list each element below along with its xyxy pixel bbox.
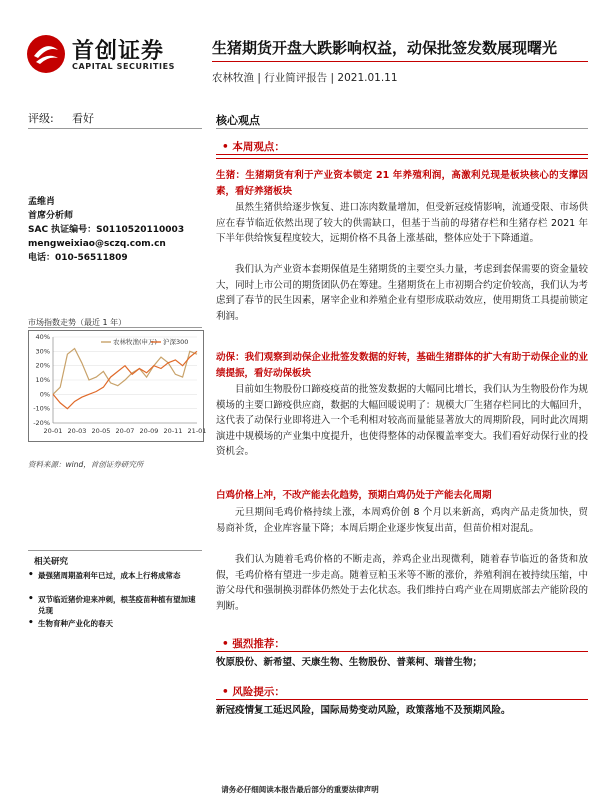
chart-y-tick-label: 20%	[35, 361, 50, 370]
chart-y-tick-label: -10%	[33, 404, 50, 413]
logo-english-text: CAPITAL SECURITIES	[72, 62, 176, 71]
related-item[interactable]	[28, 618, 200, 629]
analyst-sac: SAC 执证编号：S0110520110003	[28, 225, 185, 235]
bullet-icon: •	[28, 594, 34, 604]
related-item[interactable]	[28, 570, 200, 581]
broiler-summary: 白鸡价格上冲，不改产能去化趋势，预期白鸡仍处于产能去化周期	[216, 490, 492, 501]
chart-x-tick-label: 20-01	[43, 427, 63, 435]
logo-chinese-text: 首创证券	[72, 39, 165, 64]
related-item-text: 最强猪周期盈利年已过，成本上行将成常态	[38, 571, 181, 580]
recommended-stocks: 牧原股份、新希望、天康生物、生物股份、普莱柯、瑞普生物；	[216, 657, 483, 668]
strong-buy-heading: • 强烈推荐：	[222, 638, 285, 650]
core-divider	[216, 128, 588, 129]
chart-x-tick-label: 20-07	[115, 427, 135, 435]
related-item[interactable]	[28, 594, 200, 616]
rating-label: 评级:	[28, 112, 54, 125]
red-bullet-icon: •	[222, 638, 229, 650]
chart-x-tick-label: 20-11	[163, 427, 183, 435]
section-this-week-heading: • 本周观点：	[222, 141, 285, 153]
chart-x-tick-label: 20-05	[91, 427, 111, 435]
chart-legend-label: 沪深300	[163, 338, 189, 346]
related-divider	[28, 550, 202, 551]
animal-health-summary: 动保：我们观察到动保企业批签发数据的好转，基础生猪群体的扩大有助于动保企业的业绩提振，看好动保板块	[216, 352, 588, 379]
hog-summary: 生猪：生猪期货有利于产业资本锁定 21 年养殖利润，高激利兑现是板块核心的支撑因素，看好养猪板块	[216, 170, 588, 197]
chart-x-tick-label: 20-03	[67, 427, 87, 435]
chart-y-tick-label: 30%	[35, 347, 50, 356]
analyst-role: 首席分析师	[28, 211, 74, 221]
broiler-paragraph-2: 我们认为随着毛鸡价格的不断走高，养鸡企业出现微利，随着春节临近的备货和放假，毛鸡价格有望进一步走高。随着豆粕玉米等不断的涨价，养殖利润在被持续压缩，中游父母代和强制换羽群体仍然处于去化状态。我们维持白鸡产业在周期底部去产能阶段的判断。	[216, 554, 588, 612]
chart-svg	[29, 331, 207, 441]
chart-source: 资料来源：wind，首创证券研究所	[28, 460, 144, 469]
section-rule	[216, 699, 588, 700]
risk-text: 新冠疫情复工延迟风险，国际局势变动风险，政策落地不及预期风险。	[216, 705, 511, 716]
related-item-text: 生物育种产业化的春天	[38, 619, 113, 628]
chart-legend-label: 农林牧渔(申万)	[113, 338, 158, 346]
red-bullet-icon: •	[222, 141, 229, 153]
chart-y-tick-label: -20%	[33, 419, 50, 427]
section-rule	[216, 651, 588, 652]
market-index-chart	[28, 330, 207, 442]
bullet-icon: •	[28, 618, 34, 628]
core-view-title: 核心观点	[216, 114, 260, 127]
section-rule	[216, 154, 588, 155]
chart-series-line-0	[53, 349, 197, 395]
section-rule	[216, 158, 588, 159]
hog-paragraph-1: 虽然生猪供给逐步恢复、进口冻肉数量增加，但受新冠疫情影响，流通受限、市场供应在春节临近依然出现了较大的供需缺口，但基于当前的母猪存栏和生猪存栏 2021 年下半年供给恢复程度较大，远期价格不具备上涨基础，整体应处于下降通道。	[216, 202, 588, 244]
related-research-title: 相关研究	[34, 557, 69, 567]
rating-value: 看好	[72, 112, 94, 125]
analyst-name: 孟维肖	[28, 197, 56, 207]
risk-heading: • 风险提示：	[222, 686, 285, 698]
hog-paragraph-2: 我们认为产业资本套期保值是生猪期货的主要空头力量，考虑到套保需要的资金量较大，同时上市公司的期货团队仍在筹建。生猪期货在上市初期合约定价较高，我们认为考虑到了春节的民生因素，屠宰企业和养殖企业有望形成联动效应，使用期货工具提前锁定利润。	[216, 264, 588, 322]
chart-title: 市场指数走势（最近 1 年）	[28, 318, 127, 327]
title-underline	[212, 61, 588, 62]
chart-y-tick-label: 40%	[35, 333, 50, 341]
report-title: 生猪期货开盘大跌影响权益，动保批签发数展现曙光	[212, 39, 558, 57]
broiler-paragraph-1: 元旦期间毛鸡价格持续上涨，本周鸡价创 8 个月以来新高，鸡肉产品走货加快，贸易商补货，企业库容量下降；本周后期企业逐步恢复出苗，但苗价相对混乱。	[216, 507, 588, 534]
capital-securities-logo-icon	[26, 34, 66, 74]
red-bullet-icon: •	[222, 686, 229, 698]
bullet-icon: •	[28, 570, 34, 580]
legal-footer: 请务必仔细阅读本报告最后部分的重要法律声明	[221, 785, 379, 794]
chart-x-tick-label: 20-09	[139, 427, 159, 435]
chart-y-tick-label: 10%	[35, 376, 50, 384]
rating-divider	[28, 128, 202, 129]
related-item-text: 双节临近猪价迎来冲刺，根茎疫苗种植有望加速兑现	[38, 595, 196, 615]
analyst-email[interactable]: mengweixiao@sczq.com.cn	[28, 239, 166, 249]
chart-y-tick-label: 0%	[39, 390, 50, 399]
animal-health-paragraph: 目前如生物股份口蹄疫疫苗的批签发数据的大幅同比增长，我们认为生物股份作为规模场的主要口蹄疫供应商，数据的大幅回暖说明了：规模大厂生猪存栏同比的大幅回升，这代表了动保行业即将进入一个毛利相对较高而量能显著放大的周期阶段，同时此次周期演进中规模场的产业集中度提升，也使得整体的动保覆盖率变大。我们看好动保行业的投资机会。	[216, 384, 588, 457]
chart-title-divider	[28, 327, 202, 328]
chart-x-tick-label: 21-01	[187, 427, 207, 435]
analyst-phone: 电话：010-56511809	[28, 253, 128, 263]
report-meta: 农林牧渔 | 行业简评报告 | 2021.01.11	[212, 72, 398, 84]
